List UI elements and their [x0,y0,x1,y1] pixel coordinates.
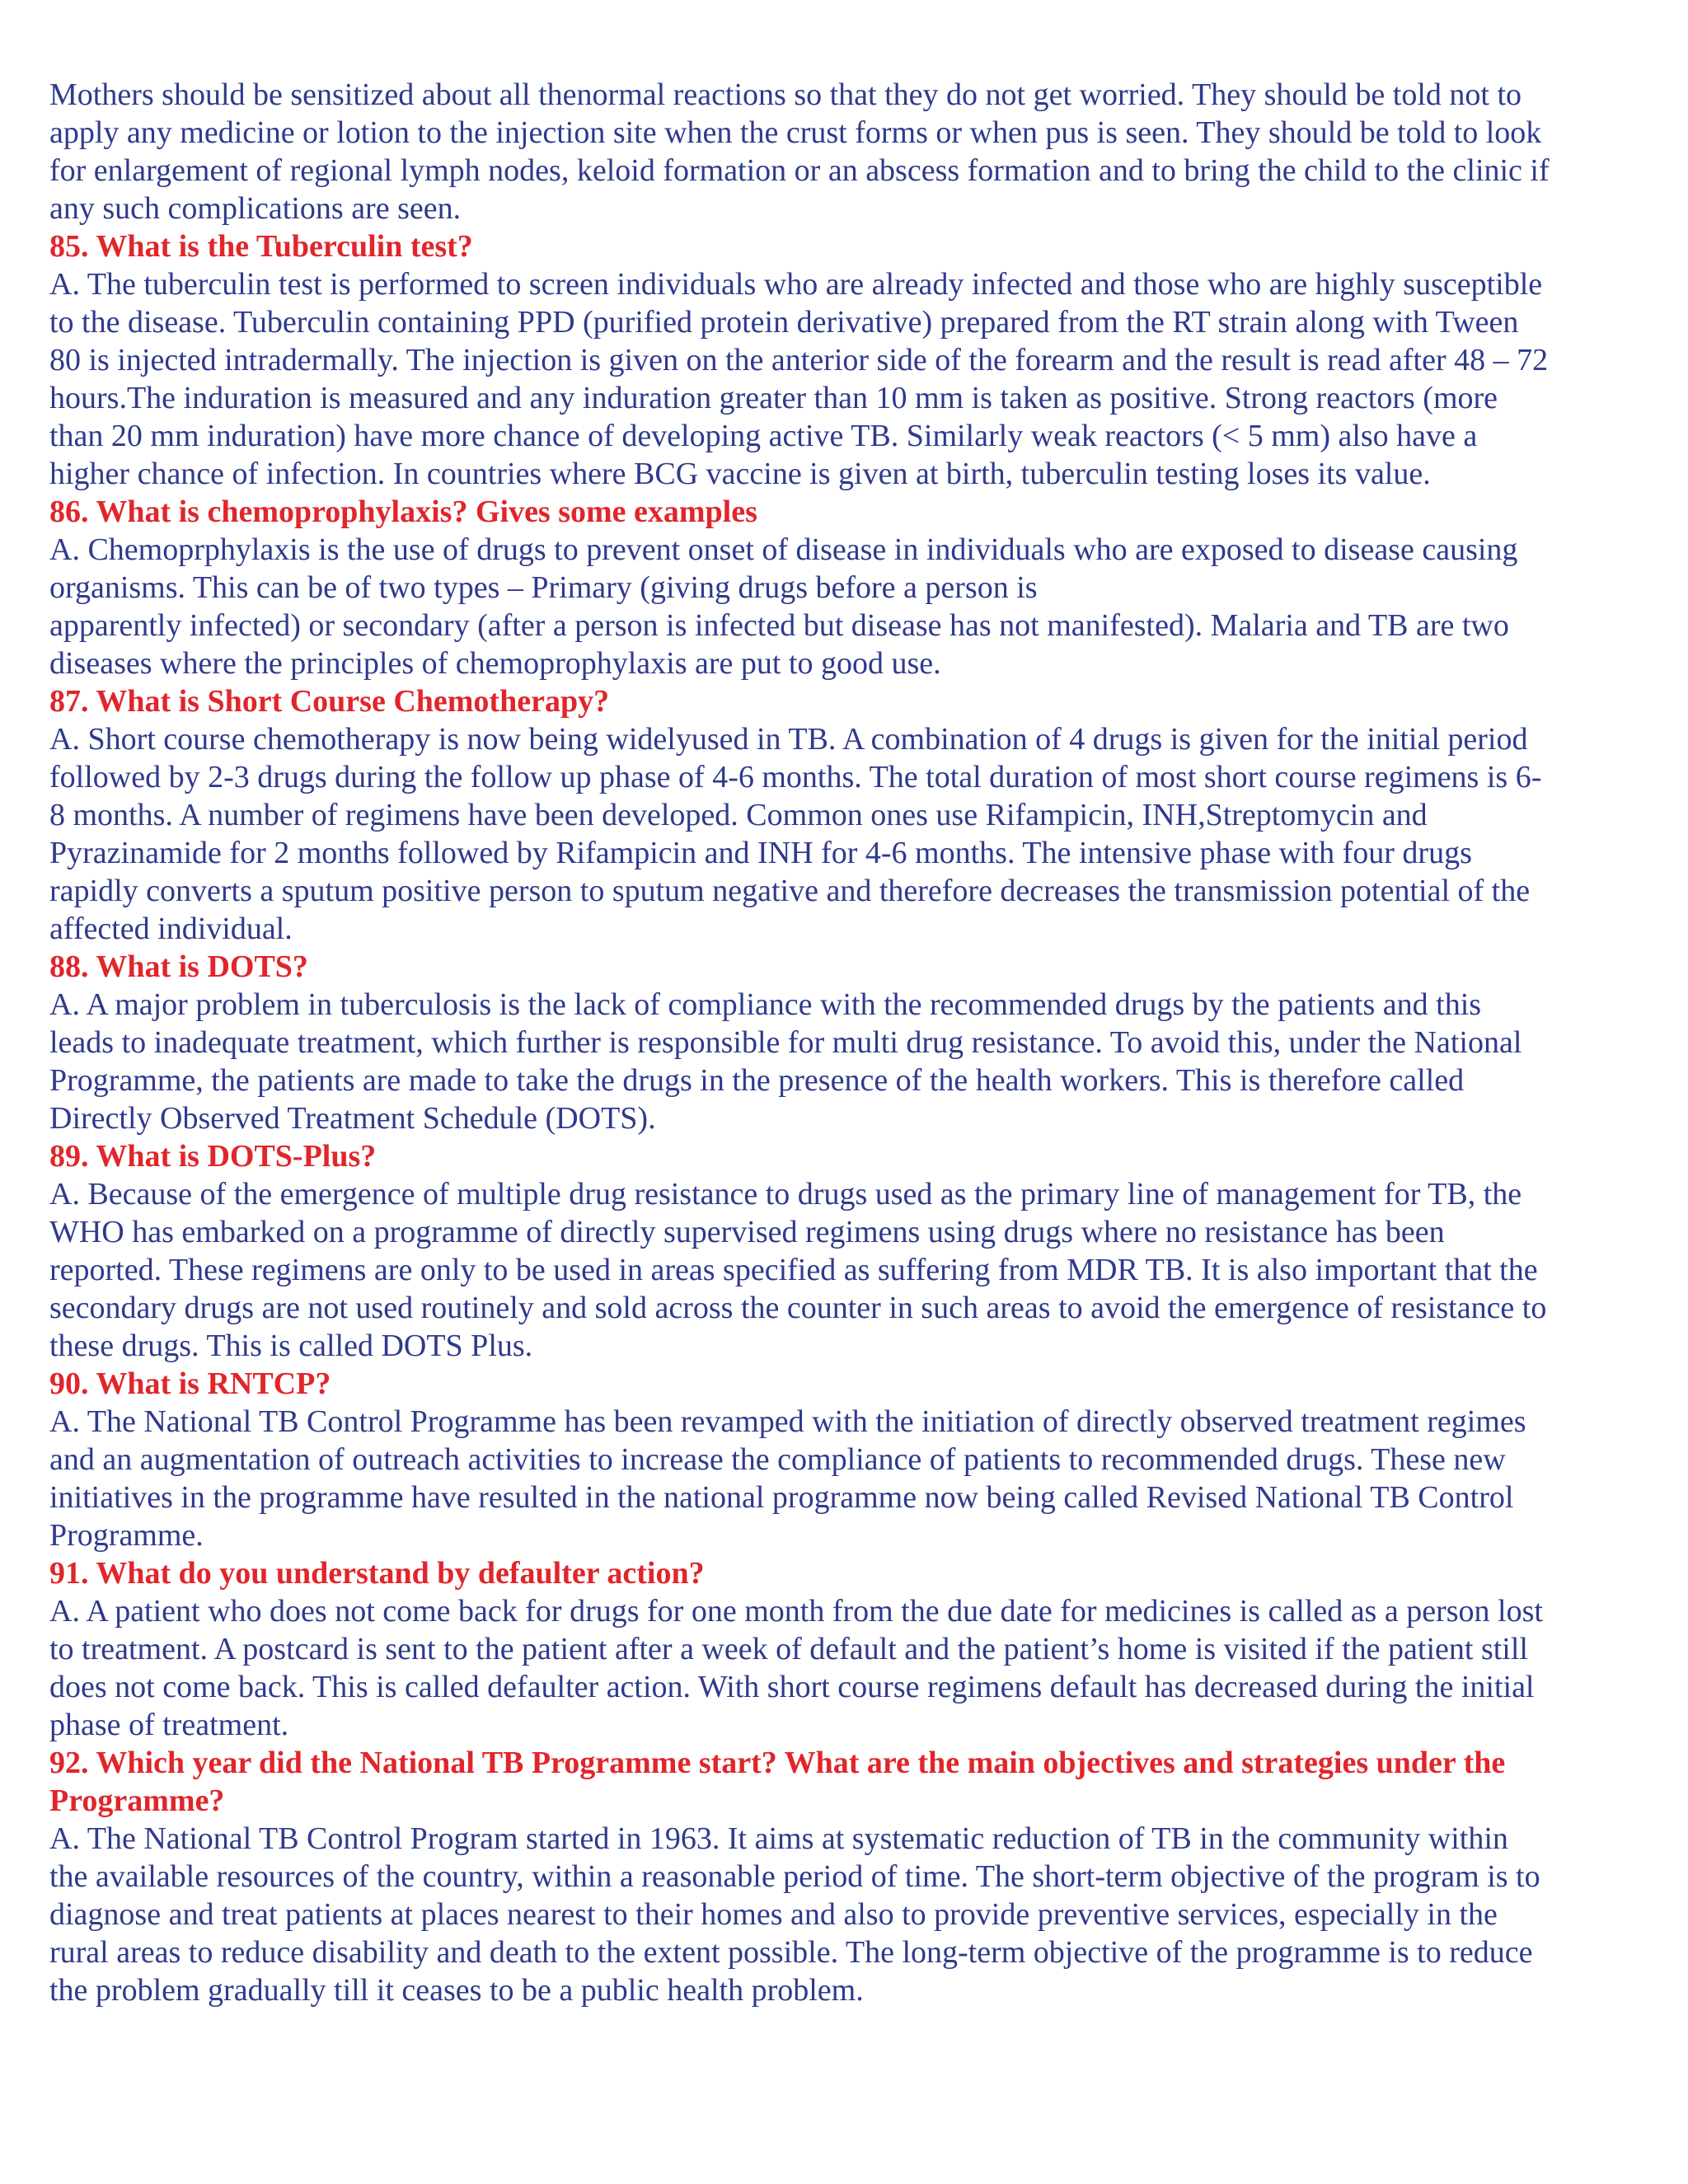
question-line: 86. What is chemoprophylaxis? Gives some examples [49,494,757,529]
text-line: A. A major problem in tuberculosis is the lack of compliance with the recommended drugs by the patients and this [49,987,1482,1022]
text-line: 8 months. A number of regimens have been developed. Common ones use Rifampicin, INH,Streptomycin and [49,798,1428,832]
text-line: diagnose and treat patients at places nearest to their homes and also to provide preventive services, especially in the [49,1897,1498,1932]
text-line: A. Short course chemotherapy is now being widelyused in TB. A combination of 4 drugs is given for the initial period [49,722,1528,757]
text-line: apparently infected) or secondary (after a person is infected but disease has not manifested). Malaria and TB are two [49,608,1509,643]
question-heading-85 [49,227,1644,265]
question-heading-87 [49,682,1644,720]
text-line: WHO has embarked on a programme of directly supervised regimens using drugs where no resistance has been [49,1215,1445,1249]
text-line: any such complications are seen. [49,191,462,226]
text-line: phase of treatment. [49,1708,289,1742]
text-line: initiatives in the programme have resulted in the national programme now being called Revised National TB Control [49,1480,1514,1515]
text-line: the problem gradually till it ceases to be a public health problem. [49,1973,864,2008]
text-line: reported. These regimens are only to be used in areas specified as suffering from MDR TB. It is also important that the [49,1253,1538,1287]
text-line: rural areas to reduce disability and death to the extent possible. The long-term objective of the programme is to reduce [49,1935,1533,1970]
text-line: 80 is injected intradermally. The injection is given on the anterior side of the forearm and the result is read after 48 – 72 [49,343,1549,377]
question-line: 87. What is Short Course Chemotherapy? [49,684,610,719]
question-heading-92 [49,1744,1644,1820]
answer-paragraph-86 [49,531,1644,682]
text-line: Mothers should be sensitized about all thenormal reactions so that they do not get worried. They should be told not to [49,77,1522,112]
text-line: diseases where the principles of chemoprophylaxis are put to good use. [49,646,941,681]
text-line: the available resources of the country, within a reasonable period of time. The short-term objective of the program is to [49,1859,1540,1894]
question-heading-89 [49,1137,1644,1175]
text-line: higher chance of infection. In countries where BCG vaccine is given at birth, tuberculin testing loses its value. [49,457,1431,491]
text-line: hours.The induration is measured and any induration greater than 10 mm is taken as positive. Strong reactors (more [49,381,1498,415]
text-line: Directly Observed Treatment Schedule (DOTS). [49,1101,656,1136]
intro-paragraph [49,76,1644,227]
text-line: to the disease. Tuberculin containing PPD (purified protein derivative) prepared from the RT strain along with Tween [49,305,1519,340]
text-line: and an augmentation of outreach activities to increase the compliance of patients to recommended drugs. These new [49,1442,1506,1477]
question-line: Programme? [49,1783,225,1818]
answer-paragraph-91 [49,1592,1644,1744]
text-line: organisms. This can be of two types – Primary (giving drugs before a person is [49,570,1038,605]
question-heading-86 [49,493,1644,531]
question-line: 91. What do you understand by defaulter action? [49,1556,705,1591]
text-line: Pyrazinamide for 2 months followed by Rifampicin and INH for 4-6 months. The intensive phase with four drugs [49,836,1472,870]
answer-paragraph-87 [49,720,1644,948]
text-line: does not come back. This is called defaulter action. With short course regimens default has decreased during the initial [49,1670,1535,1704]
answer-paragraph-89 [49,1175,1644,1365]
answer-paragraph-85 [49,265,1644,493]
text-line: A. Because of the emergence of multiple drug resistance to drugs used as the primary line of management for TB, the [49,1177,1522,1212]
question-line: 85. What is the Tuberculin test? [49,229,473,264]
answer-paragraph-88 [49,986,1644,1137]
text-line: A. The National TB Control Programme has been revamped with the initiation of directly observed treatment regimes [49,1404,1526,1439]
question-heading-91 [49,1554,1644,1592]
text-line: followed by 2-3 drugs during the follow up phase of 4-6 months. The total duration of most short course regimens is 6- [49,760,1542,794]
text-line: A. Chemoprphylaxis is the use of drugs to prevent onset of disease in individuals who are exposed to disease causing [49,532,1518,567]
question-heading-88 [49,948,1644,986]
answer-paragraph-92 [49,1820,1644,2009]
text-line: Programme, the patients are made to take the drugs in the presence of the health workers. This is therefore called [49,1063,1465,1098]
text-line: to treatment. A postcard is sent to the patient after a week of default and the patient’s home is visited if the patient still [49,1632,1528,1666]
text-line: apply any medicine or lotion to the injection site when the crust forms or when pus is seen. They should be told to look [49,115,1542,150]
text-line: A. The tuberculin test is performed to screen individuals who are already infected and those who are highly susceptible [49,267,1543,302]
question-heading-90 [49,1365,1644,1403]
text-line: rapidly converts a sputum positive person to sputum negative and therefore decreases the transmission potential of the [49,874,1531,908]
question-line: 88. What is DOTS? [49,949,308,984]
text-line: Programme. [49,1518,204,1553]
answer-paragraph-90 [49,1403,1644,1554]
question-line: 90. What is RNTCP? [49,1366,331,1401]
text-line: A. The National TB Control Program started in 1963. It aims at systematic reduction of TB in the community within [49,1821,1508,1856]
question-line: 92. Which year did the National TB Programme start? What are the main objectives and strategies under the [49,1746,1506,1780]
document-page [49,76,1644,2009]
question-line: 89. What is DOTS-Plus? [49,1139,377,1174]
text-line: affected individual. [49,912,293,946]
text-line: leads to inadequate treatment, which further is responsible for multi drug resistance. To avoid this, under the National [49,1025,1522,1060]
text-line: these drugs. This is called DOTS Plus. [49,1329,533,1363]
text-line: A. A patient who does not come back for drugs for one month from the due date for medicines is called as a person lost [49,1594,1543,1629]
text-line: than 20 mm induration) have more chance of developing active TB. Similarly weak reactors (< 5 mm) also have a [49,419,1478,453]
text-line: secondary drugs are not used routinely and sold across the counter in such areas to avoid the emergence of resistance to [49,1291,1547,1325]
text-line: for enlargement of regional lymph nodes, keloid formation or an abscess formation and to bring the child to the clinic if [49,153,1550,188]
